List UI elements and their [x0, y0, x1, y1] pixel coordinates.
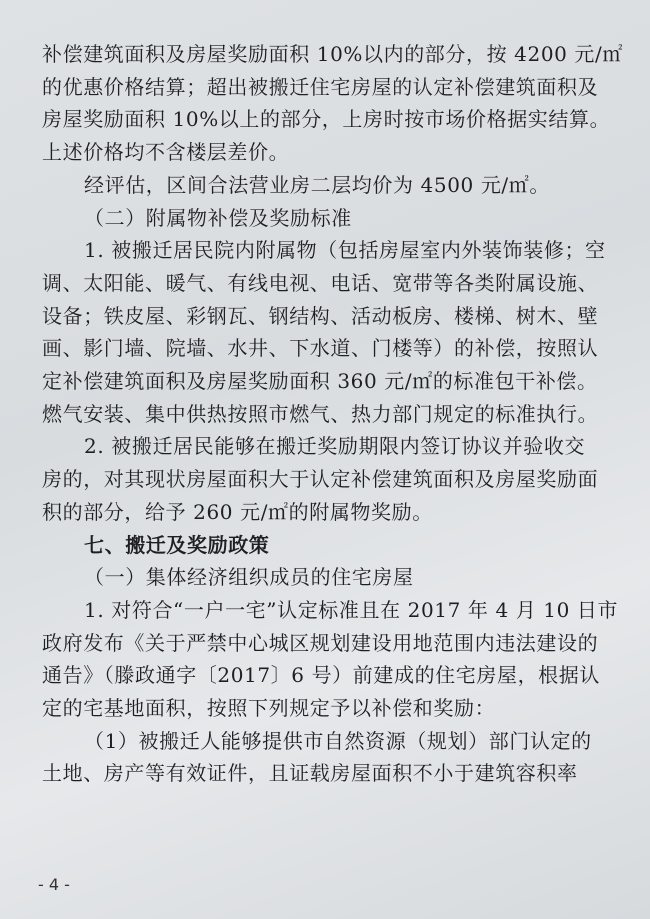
text-line: 通告》（滕政通字〔2017〕6 号）前建成的住宅房屋，根据认 [42, 663, 600, 688]
section-heading: 七、搬迁及奖励政策 [84, 532, 270, 557]
text-line: 积的部分，给予 260 元/㎡的附属物奖励。 [42, 499, 433, 524]
text-line: 2. 被搬迁居民能够在搬迁奖励期限内签订协议并验收交 [84, 434, 586, 459]
text-line: 定补偿建筑面积及房屋奖励面积 360 元/㎡的标准包干补偿。 [42, 369, 598, 394]
text-line: 设备；铁皮屋、彩钢瓦、钢结构、活动板房、楼梯、树木、壁 [42, 303, 599, 328]
page-number: - 4 - [38, 875, 70, 894]
text-line: 的优惠价格结算；超出被搬迁住宅房屋的认定补偿建筑面积及 [42, 74, 599, 99]
text-line: 1. 被搬迁居民院内附属物（包括房屋室内外装饰装修；空 [84, 238, 606, 263]
text-line: 上述价格均不含楼层差价。 [42, 140, 290, 165]
text-line: 政府发布《关于严禁中心城区规划建设用地范围内违法建设的 [42, 630, 599, 655]
section-subheading: （二）附属物补偿及奖励标准 [84, 205, 352, 230]
text-line: 画、影门墙、院墙、水井、下水道、门楼等）的补偿，按照认 [42, 336, 599, 361]
text-line: 房的，对其现状房屋面积大于认定补偿建筑面积及房屋奖励面 [42, 467, 599, 492]
text-line: 补偿建筑面积及房屋奖励面积 10%以内的部分，按 4200 元/㎡ [42, 42, 623, 66]
text-line: （1）被搬迁人能够提供市自然资源（规划）部门认定的 [84, 728, 592, 753]
text-line: 1. 对符合“一户一宅”认定标准且在 2017 年 4 月 10 日市 [84, 597, 619, 622]
text-line: 房屋奖励面积 10%以上的部分，上房时按市场价格据实结算。 [42, 107, 611, 132]
text-line: 土地、房产等有效证件，且证载房屋面积不小于建筑容积率 [42, 761, 578, 786]
section-subheading: （一）集体经济组织成员的住宅房屋 [84, 565, 414, 590]
document-body [42, 38, 627, 790]
text-line: 定的宅基地面积，按照下列规定予以补偿和奖励： [42, 696, 496, 721]
text-line: 经评估，区间合法营业房二层均价为 4500 元/㎡。 [84, 172, 550, 197]
text-line: 燃气安装、集中供热按照市燃气、热力部门规定的标准执行。 [42, 401, 599, 426]
text-line: 调、太阳能、暖气、有线电视、电话、宽带等各类附属设施、 [42, 270, 599, 295]
